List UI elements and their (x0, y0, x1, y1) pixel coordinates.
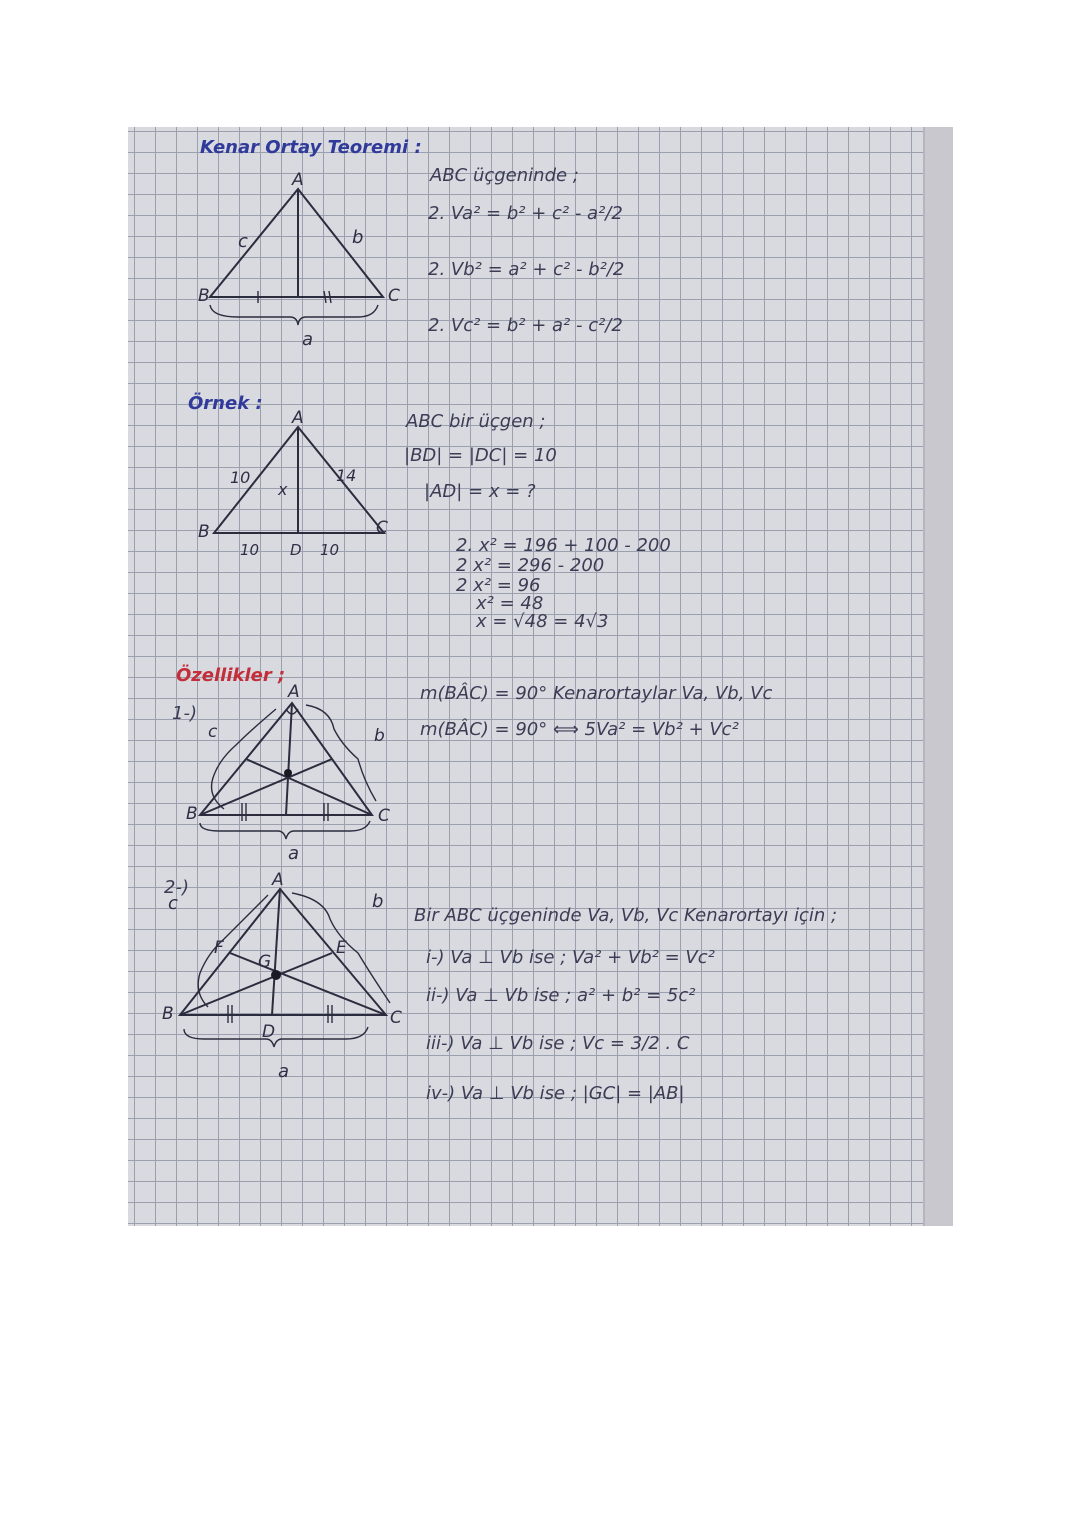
example-line-2: |BD| = |DC| = 10 (404, 445, 557, 466)
property-1-line-2: m(BÂC) = 90° ⟺ 5Va² = Vb² + Vc² (420, 719, 739, 740)
segment-label-bd: 10 (240, 541, 260, 559)
notebook-photo (128, 127, 953, 1226)
example-line-1: ABC bir üçgen ; (406, 411, 546, 432)
property-2-line-4: iv-) Va ⊥ Vb ise ; |GC| = |AB| (426, 1083, 685, 1104)
side-label-a: a (302, 329, 314, 350)
property-2-line-3: iii-) Va ⊥ Vb ise ; Vc = 3/2 . C (426, 1033, 690, 1054)
median-label-x: x (278, 480, 288, 499)
triangle-figure-1 (198, 167, 400, 350)
vertex-label-a: A (292, 408, 304, 428)
side-label-a: a (278, 1061, 290, 1082)
centroid-label-g: G (258, 952, 272, 972)
item-number-1: 1-) (172, 703, 197, 724)
vertex-label-a: A (288, 682, 300, 702)
vertex-label-b: B (162, 1004, 174, 1024)
vertex-label-b: B (186, 804, 198, 824)
solution-line-2: 2 x² = 296 - 200 (456, 555, 605, 576)
triangle-figure-example (196, 407, 416, 567)
property-2-intro: Bir ABC üçgeninde Va, Vb, Vc Kenarortayı için ; (414, 905, 838, 926)
side-label-b: b (352, 227, 364, 248)
vertex-label-c: C (376, 518, 388, 538)
side-label-c: c (238, 231, 248, 252)
item-number-2: 2-) (164, 877, 189, 898)
vertex-label-c: C (378, 806, 390, 826)
property-2-line-1: i-) Va ⊥ Vb ise ; Va² + Vb² = Vc² (426, 947, 715, 968)
solution-line-5: x = √48 = 4√3 (476, 611, 609, 632)
property-2-line-2: ii-) Va ⊥ Vb ise ; a² + b² = 5c² (426, 985, 696, 1006)
grid-paper-page (128, 127, 923, 1226)
vertex-label-d: D (290, 541, 302, 559)
side-label-ab: 10 (230, 468, 251, 487)
triangle-figure-property-1 (180, 675, 400, 865)
midpoint-label-f: F (214, 938, 224, 958)
property-1-line-1: m(BÂC) = 90° Kenarortaylar Va, Vb, Vc (420, 683, 773, 704)
triangle-figure-property-2 (158, 870, 408, 1103)
formula-vb: 2. Vb² = a² + c² - b²/2 (428, 259, 625, 280)
section-title-ozellikler: Özellikler ; (176, 665, 286, 686)
side-label-b: b (372, 891, 384, 912)
vertex-label-c: C (388, 286, 400, 306)
solution-line-3: 2 x² = 96 (456, 575, 541, 596)
example-line-3: |AD| = x = ? (424, 481, 536, 502)
vertex-label-c: C (390, 1008, 402, 1028)
formula-vc: 2. Vc² = b² + a² - c²/2 (428, 315, 623, 336)
midpoint-label-d: D (262, 1022, 276, 1042)
solution-line-1: 2. x² = 196 + 100 - 200 (456, 535, 671, 556)
side-label-b: b (374, 726, 385, 746)
intro-text-abc: ABC üçgeninde ; (430, 165, 579, 186)
side-label-a: a (288, 843, 300, 864)
section-title-kenar-ortay-teoremi: Kenar Ortay Teoremi : (200, 137, 422, 158)
formula-va: 2. Va² = b² + c² - a²/2 (428, 203, 623, 224)
section-title-ornek: Örnek : (188, 393, 263, 414)
side-label-ac: 14 (336, 466, 357, 485)
segment-label-dc: 10 (320, 541, 340, 559)
midpoint-label-e: E (336, 938, 347, 958)
side-label-c: c (168, 893, 178, 914)
vertex-label-a: A (272, 870, 284, 890)
vertex-label-a: A (292, 170, 304, 190)
solution-line-4: x² = 48 (476, 593, 544, 614)
vertex-label-b: B (198, 522, 210, 542)
vertex-label-b: B (198, 286, 210, 306)
next-page-edge (923, 127, 953, 1226)
side-label-c: c (208, 722, 218, 742)
